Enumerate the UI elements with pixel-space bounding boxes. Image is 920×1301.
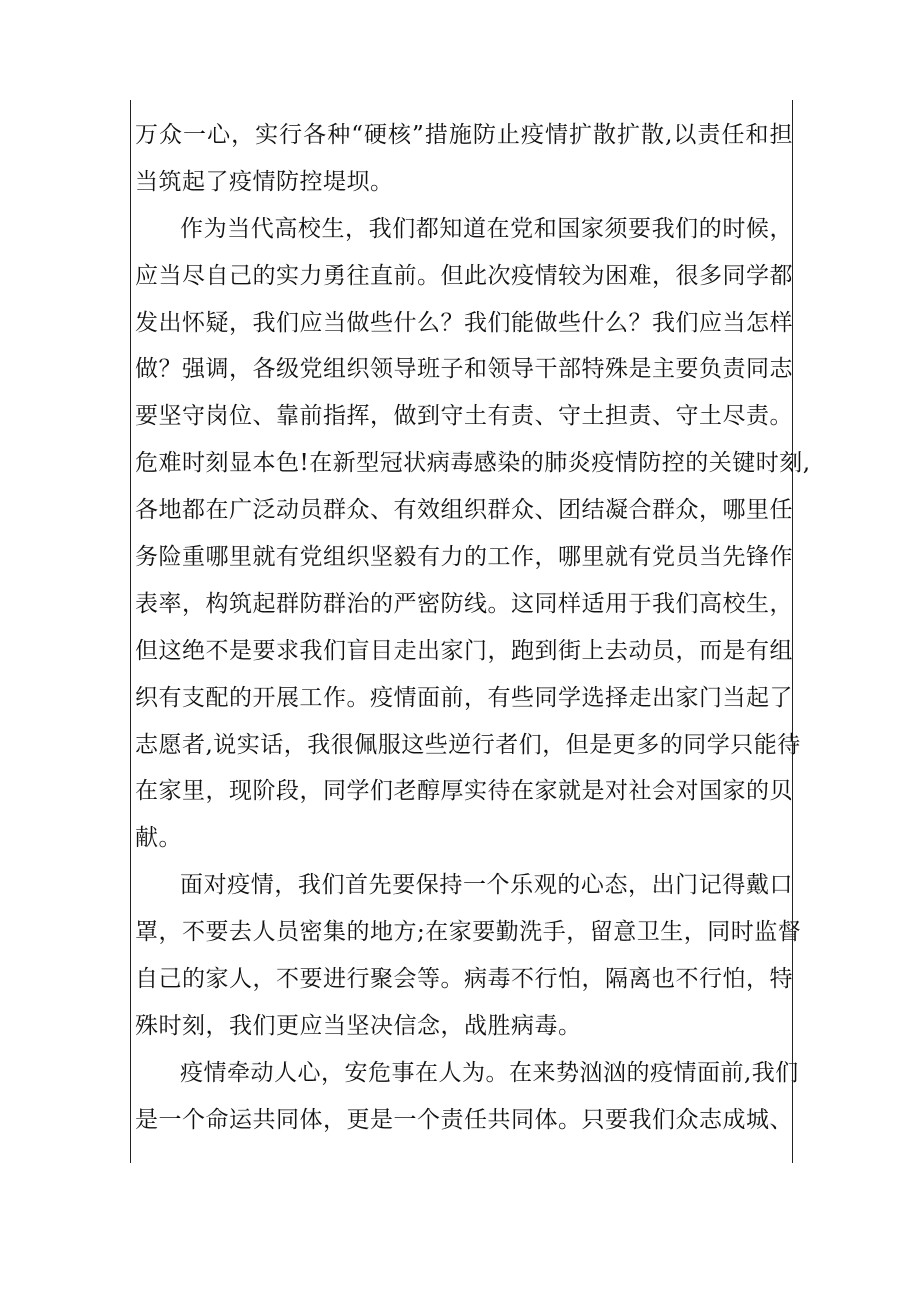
text-line: 做？强调，各级党组织领导班子和领导干部特殊是主要负责同志	[135, 356, 793, 383]
text-line: 殊时刻，我们更应当坚决信念，战胜病毒。	[135, 1012, 582, 1039]
text-line: 表率，构筑起群防群治的严密防线。这同样适用于我们高校生，	[135, 590, 793, 617]
text-line: 在家里，现阶段，同学们老醇厚实待在家就是对社会对国家的贝	[135, 778, 793, 805]
text-line: 危难时刻显本色!在新型冠状病毒感染的肺炎疫情防控的关键时刻,	[135, 450, 811, 477]
text-line: 但这绝不是要求我们盲目走出家门，跑到街上去动员，而是有组	[135, 637, 793, 664]
text-line: 献。	[135, 825, 182, 852]
text-line: 发出怀疑，我们应当做些什么？我们能做些什么？我们应当怎样	[135, 309, 793, 336]
text-line: 各地都在广泛动员群众、有效组织群众、团结凝合群众，哪里任	[135, 497, 793, 524]
text-line: 罩，不要去人员密集的地方;在家要勤洗手，留意卫生，同时监督	[135, 919, 802, 946]
table-left-border	[130, 100, 131, 1163]
text-line: 要坚守岗位、靠前指挥，做到守土有责、守土担责、守土尽责。	[135, 403, 793, 430]
text-line: 务险重哪里就有党组织坚毅有力的工作，哪里就有党员当先锋作	[135, 544, 793, 571]
document-body	[135, 112, 811, 1144]
text-line: 作为当代高校生，我们都知道在党和国家须要我们的时候，	[180, 215, 793, 242]
text-line: 应当尽自己的实力勇往直前。但此次疫情较为困难，很多同学都	[135, 262, 793, 289]
text-line: 万众一心，实行各种“硬核”措施防止疫情扩散扩散,以责任和担	[135, 122, 793, 148]
text-line: 当筑起了疫情防控堤坝。	[135, 168, 394, 195]
text-line: 织有支配的开展工作。疫情面前，有些同学选择走出家门当起了	[135, 684, 793, 711]
text-line: 志愿者,说实话，我很佩服这些逆行者们，但是更多的同学只能待	[135, 731, 801, 758]
text-line: 疫情牵动人心，安危事在人为。在来势汹汹的疫情面前,我们	[180, 1059, 799, 1086]
text-line: 是一个命运共同体，更是一个责任共同体。只要我们众志成城、	[135, 1106, 793, 1133]
text-line: 面对疫情，我们首先要保持一个乐观的心态，出门记得戴口	[180, 872, 793, 899]
text-line: 自己的家人，不要进行聚会等。病毒不行怕，隔离也不行怕，特	[135, 966, 793, 993]
